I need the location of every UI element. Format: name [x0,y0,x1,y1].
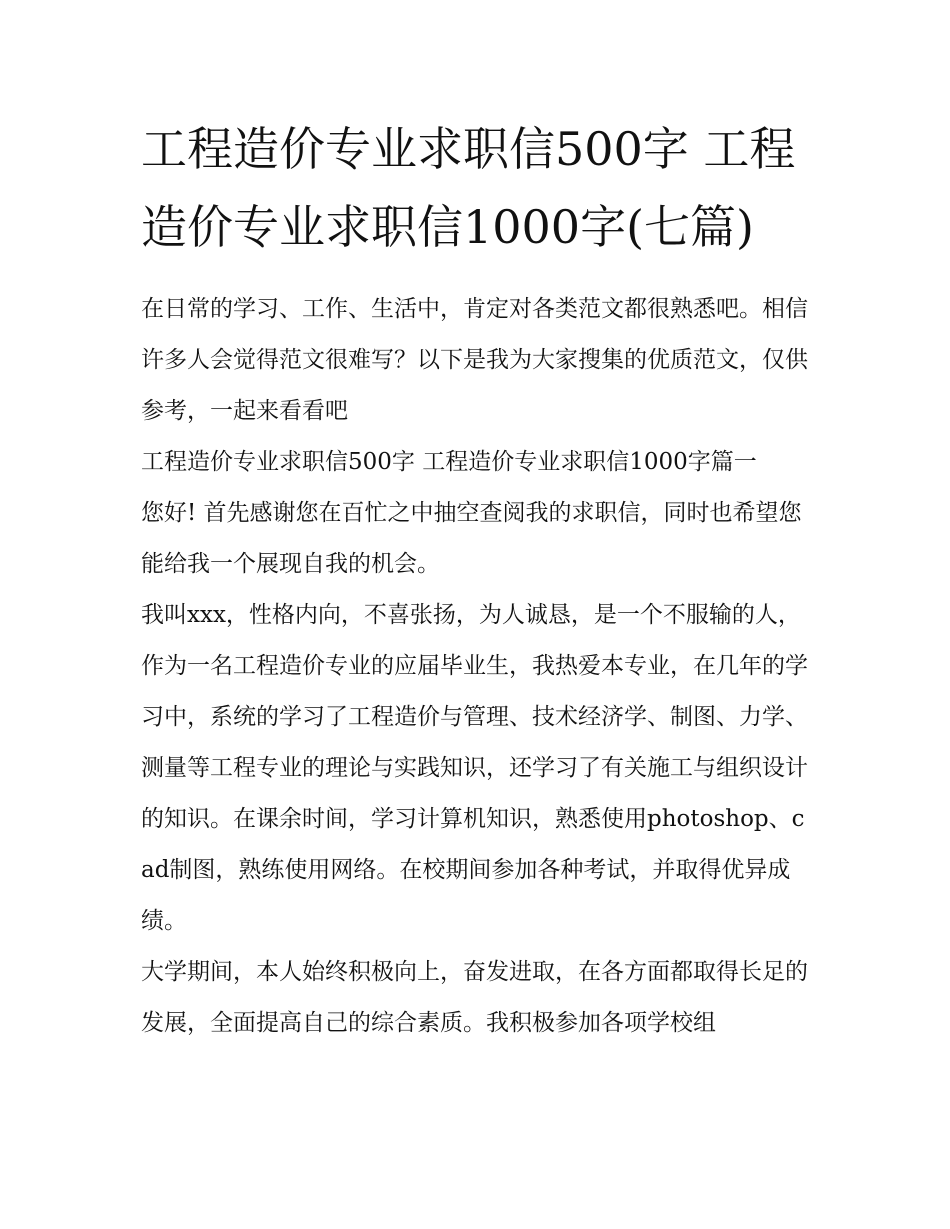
greeting-paragraph: 您好! 首先感谢您在百忙之中抽空查阅我的求职信，同时也希望您能给我一个展现自我的机会。 [141,500,802,577]
document-page [141,110,813,1049]
self-introduction-paragraph: 我叫xxx，性格内向，不喜张扬，为人诚恳，是一个不服输的人，作为一名工程造价专业的应届毕业生，我热爱本专业，在几年的学习中，系统的学习了工程造价与管理、技术经济学、制图、力学、测量等工程专业的理论与实践知识，还学习了有关施工与组织设计的知识。在课余时间，学习计算机知识，熟悉使用photoshop、cad制图，熟练使用网络。在校期间参加各种考试，并取得优异成绩。 [141,602,808,934]
intro-paragraph: 在日常的学习、工作、生活中，肯定对各类范文都很熟悉吧。相信许多人会觉得范文很难写？以下是我为大家搜集的优质范文，仅供参考，一起来看看吧 [141,296,808,424]
document-body [141,284,813,1049]
section-heading: 工程造价专业求职信500字 工程造价专业求职信1000字篇一 [141,449,757,475]
document-title: 工程造价专业求职信500字 工程造价专业求职信1000字(七篇) [141,122,796,254]
university-paragraph: 大学期间，本人始终积极向上，奋发进取，在各方面都取得长足的发展，全面提高自己的综合素质。我积极参加各项学校组 [141,959,808,1036]
